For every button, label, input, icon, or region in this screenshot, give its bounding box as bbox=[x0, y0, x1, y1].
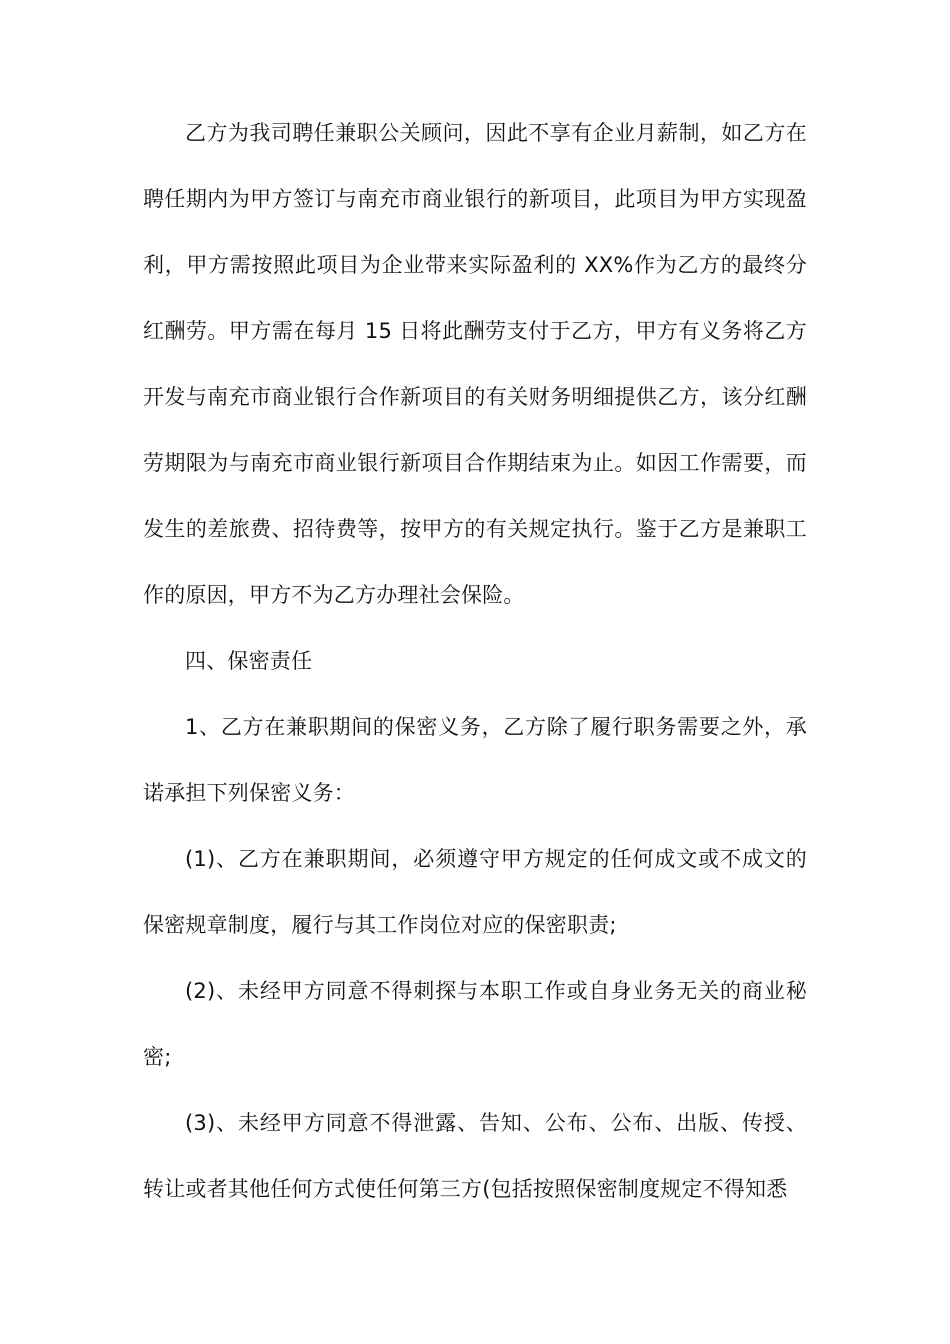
paragraph-clause-1-item-3: (3)、未经甲方同意不得泄露、告知、公布、公布、出版、传授、转让或者其他任何方式使任何第三方(包括按照保密制度规定不得知悉 bbox=[143, 1111, 807, 1201]
section-heading-confidentiality: 四、保密责任 bbox=[185, 649, 313, 673]
paragraph-clause-1: 1、乙方在兼职期间的保密义务，乙方除了履行职务需要之外，承诺承担下列保密义务： bbox=[143, 715, 807, 805]
paragraph-clause-1-item-1: (1)、乙方在兼职期间，必须遵守甲方规定的任何成文或不成文的保密规章制度，履行与其工作岗位对应的保密职责; bbox=[143, 847, 807, 937]
paragraph-clause-1-item-2: (2)、未经甲方同意不得刺探与本职工作或自身业务无关的商业秘密; bbox=[143, 979, 807, 1069]
paragraph-compensation: 乙方为我司聘任兼职公关顾问，因此不享有企业月薪制，如乙方在聘任期内为甲方签订与南充市商业银行的新项目，此项目为甲方实现盈利，甲方需按照此项目为企业带来实际盈利的 XX%作为乙方的最终分红酬劳。甲方需在每月 15 日将此酬劳支付于乙方，甲方有义务将乙方开发与南充市商业银行合作新项目的有关财务明细提供乙方，该分红酬劳期限为与南充市商业银行新项目合作期结束为止。如因工作需要，而发生的差旅费、招待费等，按甲方的有关规定执行。鉴于乙方是兼职工作的原因，甲方不为乙方办理社会保险。 bbox=[143, 121, 807, 607]
document-body bbox=[143, 100, 807, 1222]
